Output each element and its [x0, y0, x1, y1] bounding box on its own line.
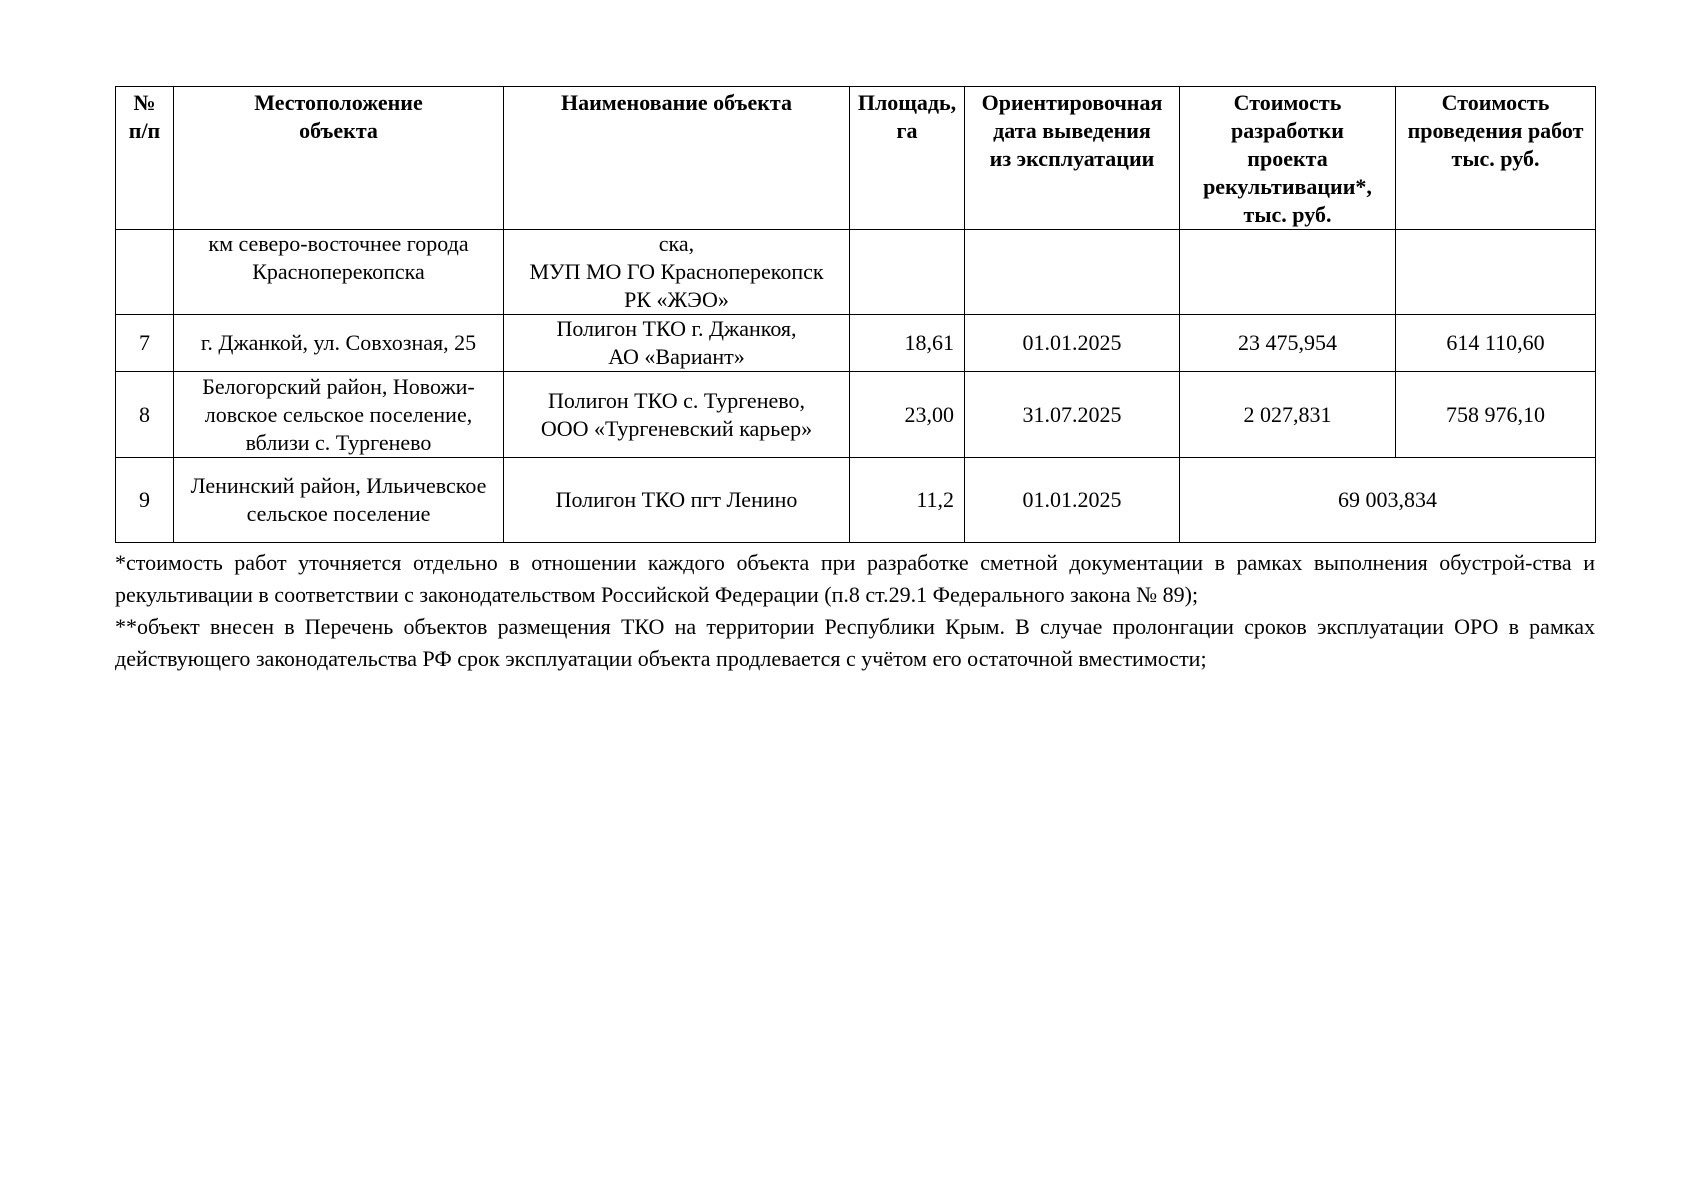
cell-num: 8: [116, 372, 174, 458]
cell-date: [965, 230, 1180, 315]
cell-date: 31.07.2025: [965, 372, 1180, 458]
header-cost-project: Стоимость разработки проекта рекультивации*, тыс. руб.: [1180, 87, 1396, 230]
header-location: Местоположение объекта: [174, 87, 504, 230]
table-row: [116, 230, 1596, 315]
cell-area: [850, 230, 965, 315]
table-row: [116, 315, 1596, 372]
cell-cost-works: 758 976,10: [1396, 372, 1596, 458]
cell-cost-merged: 69 003,834: [1180, 458, 1596, 543]
cell-name: Полигон ТКО с. Тургенево, ООО «Тургеневский карьер»: [504, 372, 850, 458]
cell-name: Полигон ТКО пгт Ленино: [504, 458, 850, 543]
cell-area: 11,2: [850, 458, 965, 543]
footnote-cost: *стоимость работ уточняется отдельно в отношении каждого объекта при разработке сметной документации в рамках выполнения обустрой-ства и рекультивации в соответствии с законодательством Российской Федерации (п.8 ст.29.1 Федерального закона № 89);: [115, 550, 1595, 607]
header-name: Наименование объекта: [504, 87, 850, 230]
header-area: Площадь, га: [850, 87, 965, 230]
cell-cost-works: 614 110,60: [1396, 315, 1596, 372]
header-cost-works: Стоимость проведения работ тыс. руб.: [1396, 87, 1596, 230]
cell-date: 01.01.2025: [965, 315, 1180, 372]
header-num: № п/п: [116, 87, 174, 230]
cell-cost-project: 23 475,954: [1180, 315, 1396, 372]
table-row: [116, 372, 1596, 458]
cell-location: Белогорский район, Новожи- ловское сельское поселение, вблизи с. Тургенево: [174, 372, 504, 458]
cell-date: 01.01.2025: [965, 458, 1180, 543]
cell-location: км северо-восточнее города Красноперекопска: [174, 230, 504, 315]
header-date: Ориентировочная дата выведения из эксплуатации: [965, 87, 1180, 230]
cell-cost-works: [1396, 230, 1596, 315]
table-row: [116, 458, 1596, 543]
footnotes: [115, 547, 1595, 675]
table-header-row: [116, 87, 1596, 230]
cell-num: 7: [116, 315, 174, 372]
cell-area: 23,00: [850, 372, 965, 458]
cell-area: 18,61: [850, 315, 965, 372]
footnote-register: **объект внесен в Перечень объектов размещения ТКО на территории Республики Крым. В случае пролонгации сроков эксплуатации ОРО в рамках действующего законодательства РФ срок эксплуатации объекта продлевается с учётом его остаточной вместимости;: [115, 614, 1595, 671]
cell-location: г. Джанкой, ул. Совхозная, 25: [174, 315, 504, 372]
cell-name: Полигон ТКО г. Джанкоя, АО «Вариант»: [504, 315, 850, 372]
landfill-table: [115, 86, 1596, 543]
cell-location: Ленинский район, Ильичевское сельское поселение: [174, 458, 504, 543]
cell-num: [116, 230, 174, 315]
cell-cost-project: [1180, 230, 1396, 315]
cell-name: ска, МУП МО ГО Красноперекопск РК «ЖЭО»: [504, 230, 850, 315]
cell-num: 9: [116, 458, 174, 543]
cell-cost-project: 2 027,831: [1180, 372, 1396, 458]
document-page: [115, 86, 1595, 675]
